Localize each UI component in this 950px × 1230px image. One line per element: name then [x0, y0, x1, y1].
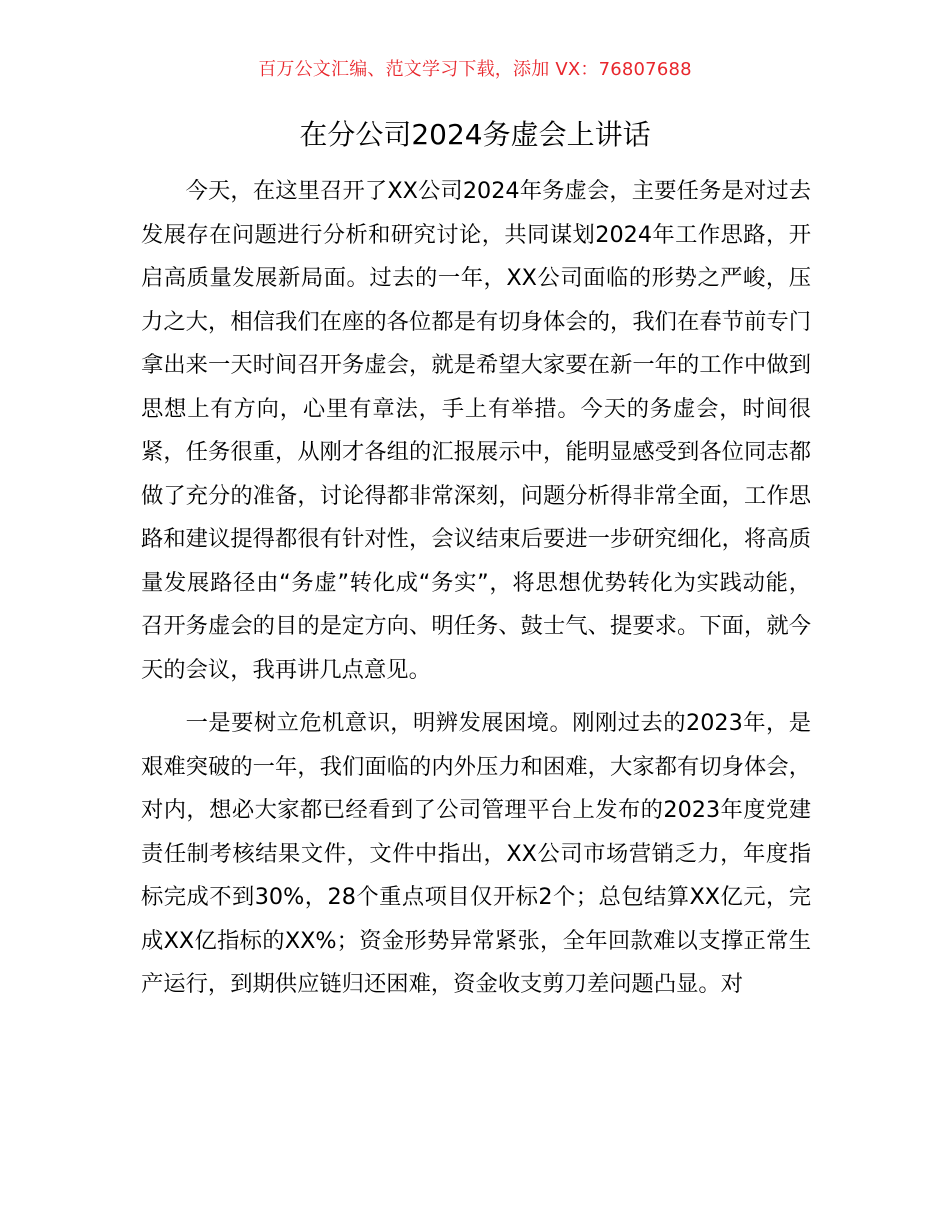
promo-banner: 百万公文汇编、范文学习下载，添加 VX：76807688 [258, 59, 692, 80]
document-title: 在分公司2024务虚会上讲话 [299, 118, 651, 151]
paragraph-intro: 今天，在这里召开了XX公司2024年务虚会，主要任务是对过去发展存在问题进行分析和研究讨论，共同谋划2024年工作思路，开启高质量发展新局面。过去的一年，XX公司面临的形势之严峻，压力之大，相信我们在座的各位都是有切身体会的，我们在春节前专门拿出来一天时间召开务虚会，就是希望大家要在新一年的工作中做到思想上有方向，心里有章法，手上有举措。今天的务虚会，时间很紧，任务很重，从刚才各组的汇报展示中，能明显感受到各位同志都做了充分的准备，讨论得都非常深刻，问题分析得非常全面，工作思路和建议提得都很有针对性，会议结束后要进一步研究细化，将高质量发展路径由“务虚”转化成“务实”，将思想优势转化为实践动能，召开务虚会的目的是定方向、明任务、鼓士气、提要求。下面，就今天的会议，我再讲几点意见。 [141, 178, 811, 683]
paragraph-point-one: 一是要树立危机意识，明辨发展困境。刚刚过去的2023年，是艰难突破的一年，我们面临的内外压力和困难，大家都有切身体会，对内，想必大家都已经看到了公司管理平台上发布的2023年度党建责任制考核结果文件，文件中指出，XX公司市场营销乏力，年度指标完成不到30%，28个重点项目仅开标2个；总包结算XX亿元，完成XX亿指标的XX%；资金形势异常紧张，全年回款难以支撑正常生产运行，到期供应链归还困难，资金收支剪刀差问题凸显。对 [141, 710, 811, 997]
document-body [141, 170, 811, 1007]
